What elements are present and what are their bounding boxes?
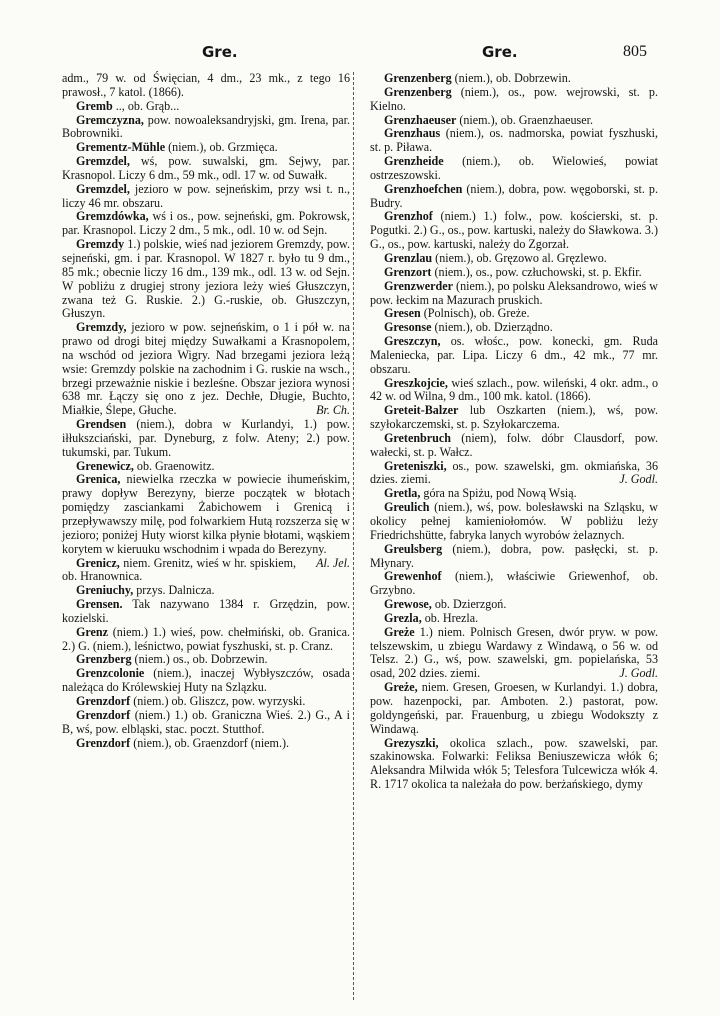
dictionary-entry — [370, 543, 658, 571]
entry-headword: Grenzhoefchen — [384, 181, 463, 196]
entry-headword: Grenzlau — [384, 250, 433, 265]
dictionary-entry — [370, 155, 658, 183]
entry-headword: Gremzdówka, — [76, 209, 149, 224]
entry-headword: Greulich — [384, 500, 430, 515]
entry-text: (niem.), dobra, pow. węgoborski, st. p. Budry. — [370, 181, 658, 210]
entry-text: (niem.) 1.) wieś, pow. chełmiński, ob. Granica. 2.) G. (niem.), leśnictwo, powiat fyszhuski, st. p. Cranz. — [62, 624, 350, 653]
dictionary-entry — [62, 210, 350, 238]
entry-headword: Grenzheide — [384, 154, 444, 169]
entry-headword: Gretla, — [384, 486, 421, 501]
entry-headword: Grezla, — [384, 610, 422, 625]
entry-text: (niem.), ob. Dobrzewin. — [451, 71, 571, 85]
dictionary-entry — [370, 266, 658, 280]
dictionary-entry — [370, 487, 658, 501]
entry-text: (niem.), os., pow. wejrowski, st. p. Kielno. — [370, 84, 658, 113]
entry-text: (niem.), ob. Grzmięca. — [165, 140, 278, 155]
dictionary-entry — [62, 141, 350, 155]
author-signature: Br. Ch. — [316, 403, 350, 418]
entry-text: (niem.) 1.) folw., pow. kościerski, st. p. Pogutki. 2.) G., os., pow. kartuski, należy do Sławkowa. 3.) G., os., pow. kartuski, należy do Zgorzał. — [370, 209, 658, 252]
entry-headword: Grenzort — [384, 264, 432, 279]
entry-headword: Grenicz, — [76, 555, 120, 570]
entry-headword: Grensen. — [76, 597, 123, 612]
entry-text: wieś szlach., pow. wileński, 4 okr. adm., o 42 w. od Wilna, 9 dm., 100 mk. katol. (1866). — [370, 375, 658, 404]
dictionary-entry — [370, 183, 658, 211]
dictionary-entry — [370, 460, 658, 488]
entry-headword: Gremzdel, — [76, 181, 130, 196]
entry-text: (niem.) ob. Gliszcz, pow. wyrzyski. — [130, 693, 306, 708]
entry-text: ob. Dzierzgoń. — [431, 597, 507, 612]
entry-headword: Grezyszki, — [384, 735, 439, 750]
column-divider — [353, 72, 354, 1000]
dictionary-entry — [62, 72, 350, 100]
entry-text: os. włośc., pow. konecki, gm. Ruda Maleniecka, par. Lipa. Liczy 6 dm., 42 mk., 77 mr. obszaru. — [370, 334, 658, 376]
entry-text: ob. Graenowitz. — [133, 458, 215, 473]
entry-text: 1.) niem. Polnisch Gresen, dwór pryw. w pow. telszewskim, u zbiegu Wardawy z Windawą, o 56 w. od Telsz. 2.) G., wś, pow. szawelski, gm. popielańska, 53 osad, 202 dzies. ziemi. — [370, 624, 658, 681]
dictionary-entry — [370, 570, 658, 598]
entry-headword: Gremb — [76, 98, 113, 113]
entry-headword: Greże — [384, 624, 415, 639]
entry-headword: Gretenbruch — [384, 430, 451, 445]
entry-text: (niem.) 1.) ob. Graniczna Wieś. 2.) G., A i B, wś, pow. elbląski, stac. poczt. Stutthof. — [62, 707, 350, 736]
entry-headword: Greże, — [384, 680, 418, 695]
entry-text: (niem.) os., ob. Dobrzewin. — [131, 652, 268, 667]
entry-text: pow. nowoaleksandryjski, gm. Irena, par. Bobrowniki. — [62, 112, 350, 141]
entry-headword: Greszkojcie, — [384, 375, 448, 390]
entry-text: jezioro w pow. sejneńskim, przy wsi t. n., liczy 46 mr. obszaru. — [62, 181, 350, 210]
entry-headword: Grenzdorf — [76, 693, 131, 708]
entry-text: Tak nazywano 1384 r. Grzędzin, pow. kozielski. — [62, 597, 350, 625]
entry-headword: Gremzdy — [76, 237, 125, 252]
entry-headword: Gremzdy, — [76, 320, 127, 335]
dictionary-entry — [370, 335, 658, 377]
entry-headword: Gresen — [384, 306, 421, 321]
entry-text: jezioro w pow. sejneńskim, o 1 i pół w. na prawo od drogi bitej między Suwałkami a Krasnopolem, na wschód od jeziora Wigry. Nad brzegami jeziora leżą wsie: Gremzdy polskie na zachodnim i G. ruskie na wsch., brzegi przeważnie niskie i bezleśne. Obszar jeziora wynosi 638 mr. Łączy się ono z jez. Dechłe, Długie, Buchto, Miałkie, Ślepe, Głuche. — [62, 320, 350, 418]
dictionary-entry — [62, 626, 350, 654]
entry-text: adm., 79 w. od Święcian, 4 dm., 23 mk., z tego 16 prawosł., 7 katol. (1866). — [62, 71, 350, 99]
entry-headword: Grenzdorf — [76, 707, 131, 722]
entry-headword: Grenzenberg — [384, 84, 452, 99]
dictionary-entry — [62, 100, 350, 114]
dictionary-entry — [370, 432, 658, 460]
entry-text: (niem.), dobra w Kurlandyi, 1.) pow. iłłukszciański, par. Dyneburg, z folw. Ateny; 2.) pow. tukumski, par. Tukum. — [62, 417, 350, 459]
entry-headword: Greszczyn, — [384, 334, 441, 349]
dictionary-entry — [62, 183, 350, 211]
running-head-right: Gre. — [482, 43, 518, 61]
author-signature: J. Godl. — [619, 666, 658, 681]
dictionary-entry — [62, 418, 350, 460]
entry-headword: Gresonse — [384, 320, 432, 335]
dictionary-entry — [370, 114, 658, 128]
entry-text: góra na Spiżu, pod Nową Wsią. — [420, 486, 577, 501]
entry-headword: Grewenhof — [384, 569, 442, 584]
entry-headword: Grendsen — [76, 417, 127, 432]
dictionary-entry — [62, 709, 350, 737]
entry-headword: Greteniszki, — [384, 458, 447, 473]
entry-text: niem. Gresen, Groesen, w Kurlandyi. 1.) dobra, pow. hazenpocki, par. Amboten. 2.) pastorat, pow. goldyngeński, par. Frauenburg, u zbiegu Wodokszty z Windawą. — [370, 680, 658, 736]
entry-text: (niem.), inaczej Wybłyszczów, osada należąca do Królewskiej Huty na Szlązku. — [62, 666, 350, 695]
entry-text: lub Oszkarten (niem.), wś, pow. szyłokarczemski, st. p. Szyłokarczema. — [370, 403, 658, 432]
entry-text: (niem.), ob. Graenzhaeuser. — [456, 112, 593, 127]
dictionary-entry — [62, 667, 350, 695]
entry-text: (niem.), ob. Gręzowo al. Gręzlewo. — [432, 250, 607, 265]
dictionary-entry — [370, 72, 658, 86]
entry-headword: Grenica, — [76, 472, 121, 487]
author-signature: Al. Jel. — [316, 555, 350, 570]
dictionary-entry — [62, 584, 350, 598]
entry-text: niewielka rzeczka w powiecie ihumeńskim, prawy dopływ Berezyny, bierze początek w błotach pomiędzy zasciankami Żabichowem i Grenicą i przepływawszy milę, pod folwarkiem Hutą rozszerza się w jezioro; poniżej Huty wiorst kilka płynie błotami, wąskiem korytem w kieruuku wschodnim i wpada do Berezyny. — [62, 472, 350, 556]
page-number: 805 — [623, 43, 647, 60]
entry-text: 1.) polskie, wieś nad jeziorem Gremzdy, pow. sejneński, gm. i par. Krasnopol. W 1827 r. było tu 9 dm., 85 mk.; obecnie liczy 16 dm., 139 mk., odl. 13 w. od Sejn. W pobliżu z drugiej strony jeziora leży wieś Głuszczyn, zwana też G. Ruskie. 2.) G.-ruskie, ob. Głuszczyn, Głuszyn. — [62, 237, 350, 321]
entry-text: os., pow. szawelski, gm. okmiańska, 36 dzies. ziemi. — [370, 458, 658, 487]
entry-text: (niem.), os., pow. człuchowski, st. p. Ekfir. — [431, 264, 642, 279]
entry-headword: Grementz-Mühle — [76, 140, 166, 155]
dictionary-entry — [370, 681, 658, 736]
right-column — [370, 72, 658, 792]
entry-headword: Grenewicz, — [76, 458, 134, 473]
entry-headword: Grenzhaus — [384, 126, 441, 141]
entry-text: (niem.), ob. Graenzdorf (niem.). — [130, 735, 290, 750]
entry-text: (niem.), ob. Dzierządno. — [431, 320, 553, 335]
entry-text: (niem.), dobra, pow. pasłęcki, st. p. Młynary. — [370, 541, 658, 570]
dictionary-entry — [62, 695, 350, 709]
entry-text: (niem.), os. nadmorska, powiat fyszhuski, st. p. Piława. — [370, 126, 658, 155]
running-head-left: Gre. — [202, 43, 238, 61]
author-signature: J. Godl. — [619, 472, 658, 487]
entry-headword: Grenzhof — [384, 209, 433, 224]
entry-headword: Grenzwerder — [384, 278, 453, 293]
dictionary-entry — [370, 252, 658, 266]
dictionary-entry — [62, 238, 350, 321]
dictionary-entry — [62, 114, 350, 142]
entry-headword: Grenzenberg — [384, 71, 452, 85]
entry-headword: Gremzdel, — [76, 154, 130, 169]
entry-headword: Greulsberg — [384, 541, 443, 556]
entry-headword: Grewose, — [384, 597, 432, 612]
entry-text: ob. Hrezla. — [421, 610, 479, 625]
entry-headword: Gremczyzna, — [76, 112, 144, 127]
dictionary-entry — [370, 86, 658, 114]
dictionary-entry — [62, 321, 350, 418]
dictionary-entry — [370, 501, 658, 543]
dictionary-entry — [370, 626, 658, 681]
entry-text: (niem.), właściwie Griewenhof, ob. Grzybno. — [370, 569, 658, 598]
entry-text: niem. Grenitz, wieś w hr. spiskiem, ob. Hranownica. — [62, 555, 297, 584]
dictionary-entry — [62, 598, 350, 626]
entry-text: (niem.), wś, pow. bolesławski na Szląsku, w okolicy pełnej kamieniołomów. W pobliżu leży Friedrichshütte, fabryka lanych wyrobów żelaznych. — [370, 500, 658, 542]
entry-text: wś i os., pow. sejneński, gm. Pokrowsk, par. Krasnopol. Liczy 2 dm., 5 mk., odl. 10 w. od Sejn. — [62, 209, 350, 238]
entry-headword: Grenzhaeuser — [384, 112, 457, 127]
entry-headword: Grenzcolonie — [76, 666, 145, 681]
entry-headword: Greniuchy, — [76, 583, 134, 598]
entry-text: przys. Dalnicza. — [133, 583, 215, 598]
entry-text: (niem.), ob. Wielowieś, powiat ostrzeszowski. — [370, 154, 658, 182]
dictionary-entry — [370, 307, 658, 321]
dictionary-entry — [370, 321, 658, 335]
dictionary-entry — [62, 460, 350, 474]
entry-text: okolica szlach., pow. szawelski, par. szakinowska. Folwarki: Feliksa Beniuszewicza włók 6; Aleksandra Milwida włók 5; Telesfora Tulcewicza włók 4. R. 1717 okolica ta należała do pow. berżańskiego, dymy — [370, 735, 658, 792]
dictionary-entry — [370, 280, 658, 308]
entry-text: (niem.), po polsku Aleksandrowo, wieś w pow. łeckim na Mazurach pruskich. — [370, 278, 658, 307]
entry-text: wś, pow. suwalski, gm. Sejwy, par. Krasnopol. Liczy 6 dm., 59 mk., odl. 17 w. od Suwałk. — [62, 154, 350, 182]
dictionary-entry — [62, 737, 350, 751]
dictionary-entry — [370, 598, 658, 612]
dictionary-entry — [370, 737, 658, 792]
entry-headword: Grenzdorf — [76, 735, 131, 750]
entry-headword: Greteit-Balzer — [384, 403, 459, 418]
entry-text: (Polnisch), ob. Greże. — [420, 306, 530, 321]
dictionary-entry — [62, 155, 350, 183]
left-column — [62, 72, 350, 750]
dictionary-entry — [370, 127, 658, 155]
entry-text: (niem), folw. dóbr Clausdorf, pow. wałecki, st. p. Wałcz. — [370, 430, 658, 459]
entry-headword: Grenzberg — [76, 652, 132, 667]
dictionary-entry — [370, 377, 658, 405]
dictionary-entry — [370, 210, 658, 252]
dictionary-entry — [370, 612, 658, 626]
entry-text: .., ob. Grąb... — [112, 98, 180, 113]
dictionary-entry — [62, 653, 350, 667]
dictionary-entry — [370, 404, 658, 432]
entry-headword: Grenz — [76, 624, 109, 639]
